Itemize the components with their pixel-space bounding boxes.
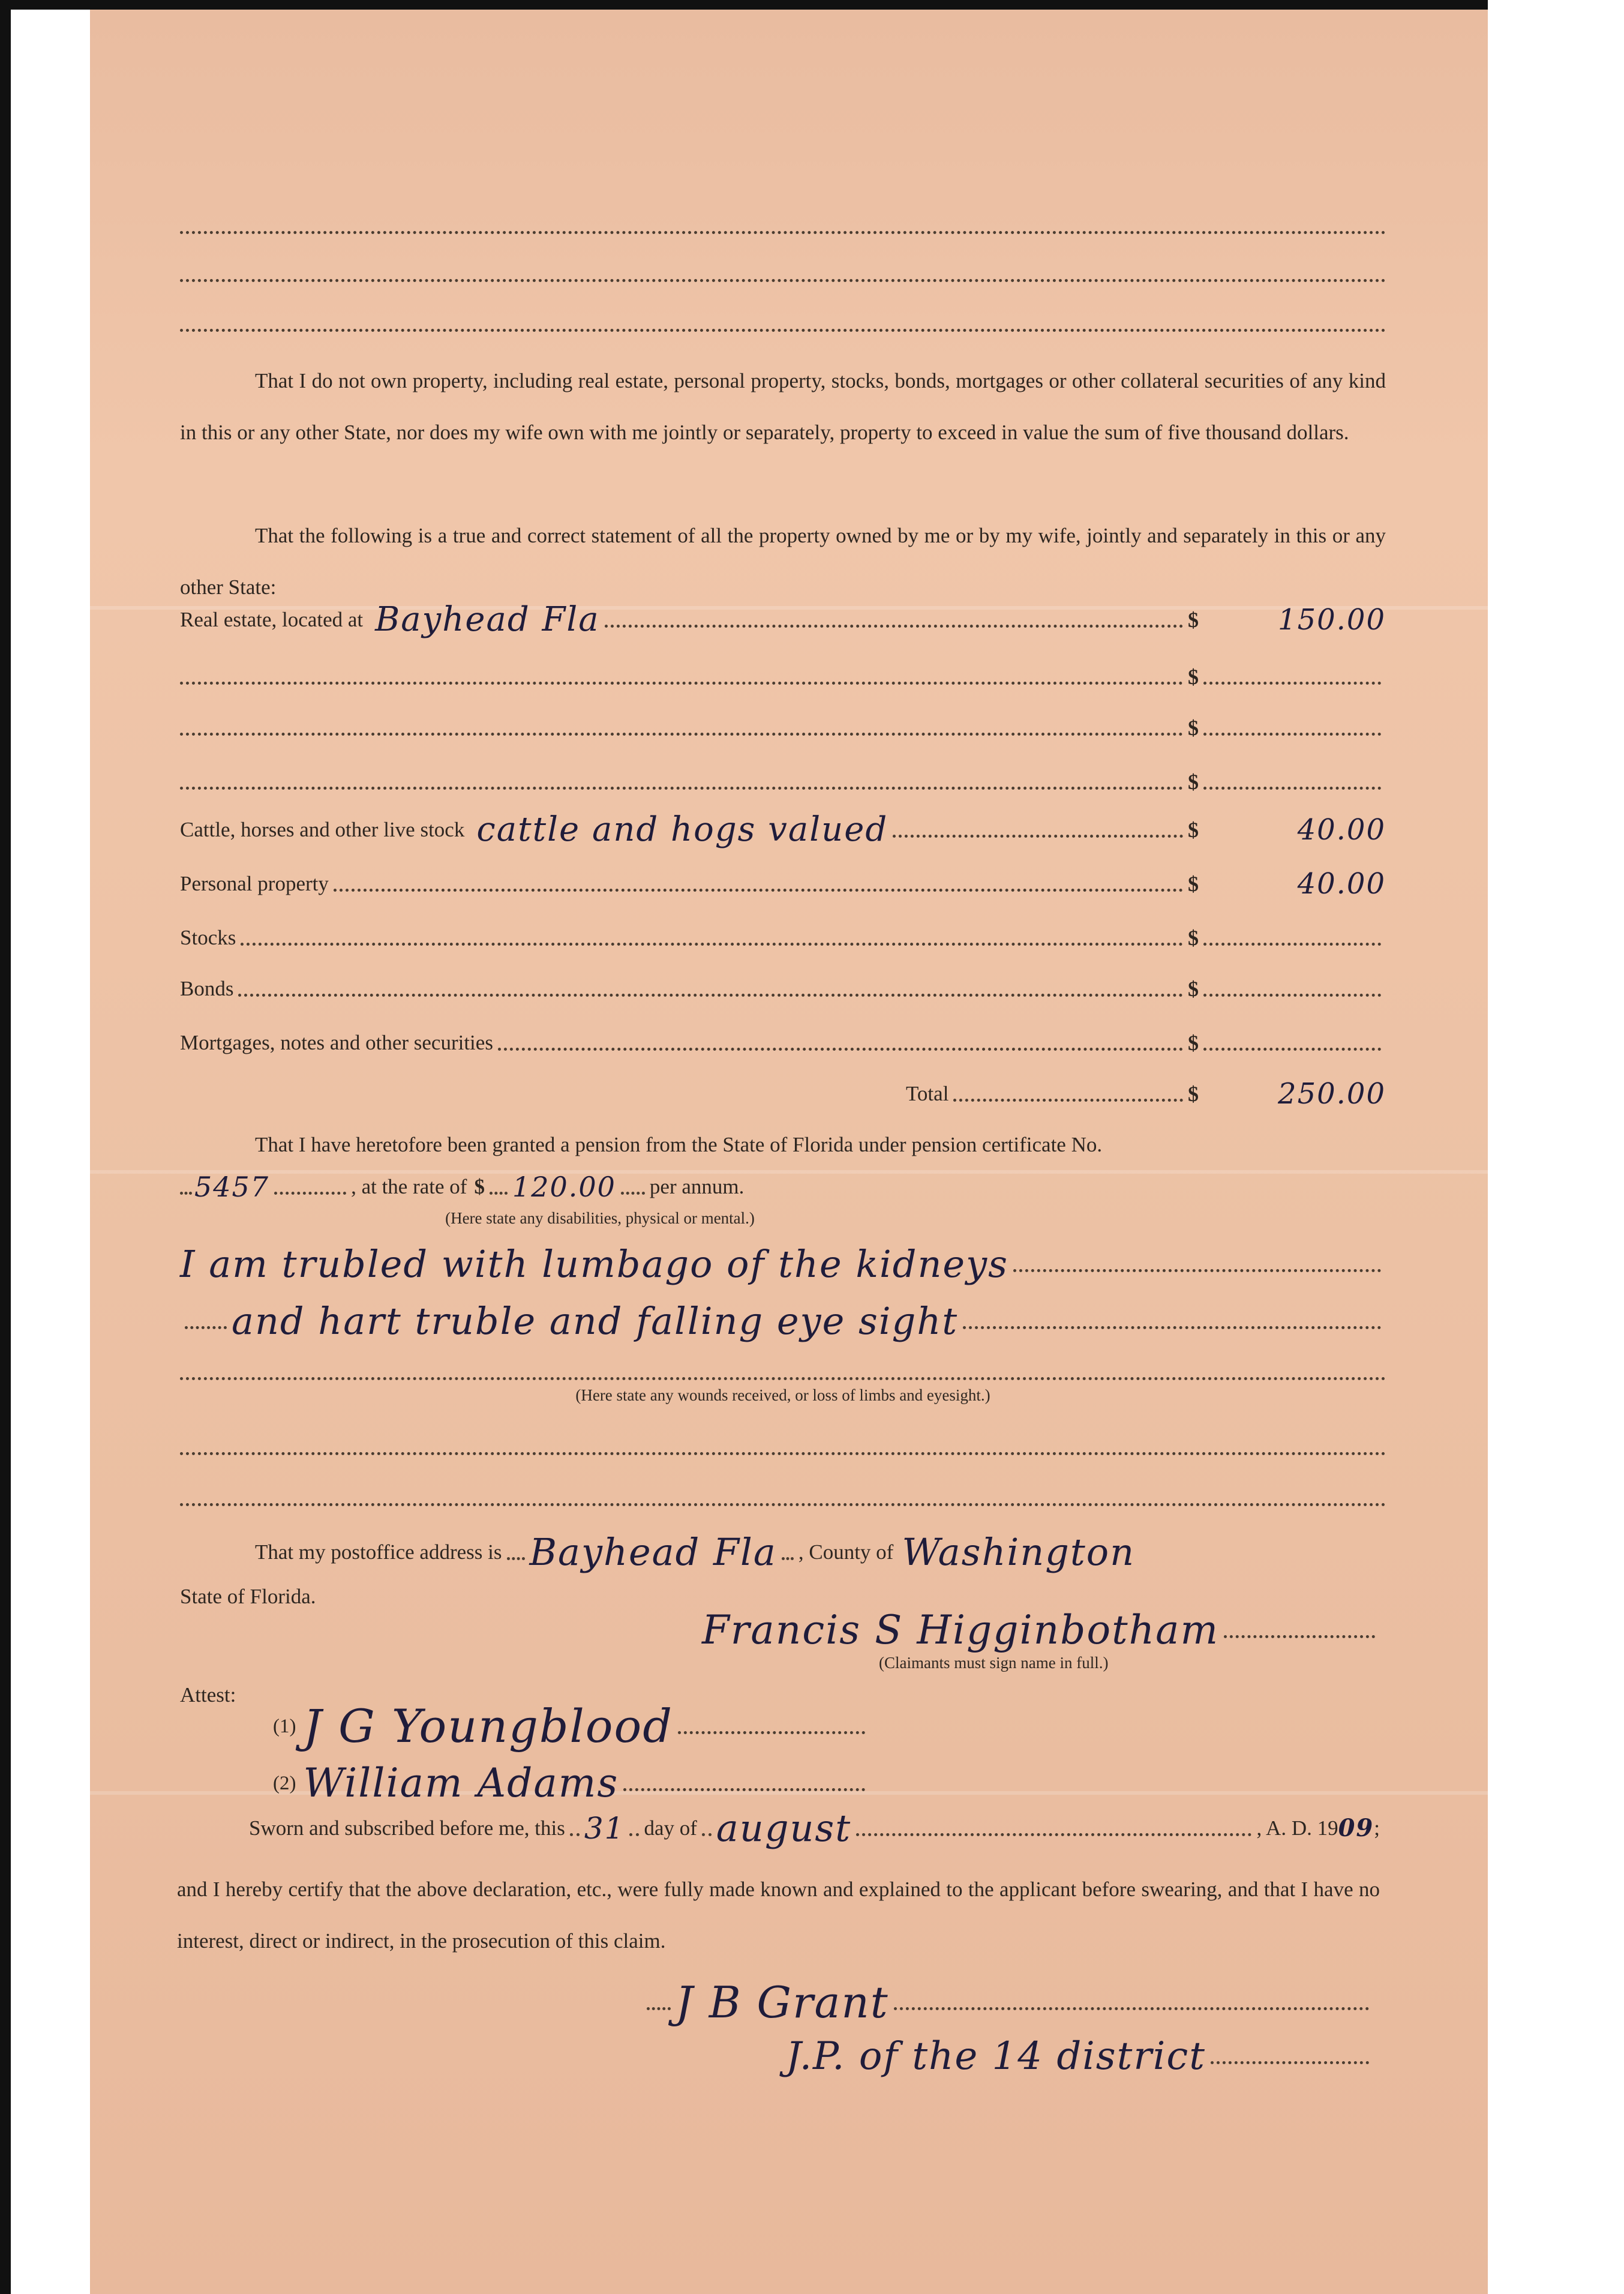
sworn-text: Sworn and subscribed before me, this [249,1816,565,1840]
blank-amount [1188,714,1386,742]
sworn-month: august [716,1806,852,1850]
leader-dots [605,625,1183,628]
dollar-sign: $ [1188,977,1199,1001]
sworn-end: ; [1374,1816,1380,1840]
leader-dots [1203,733,1381,736]
property-row-blank [180,663,1386,691]
property-statement-paragraph [180,510,1386,613]
blank-line [180,279,1386,282]
real-estate-location: Bayhead Fla [375,600,600,639]
leader-dots [621,1192,645,1195]
leader-dots [238,994,1183,997]
dollar-sign: $ [1188,1082,1199,1106]
certification-paragraph [177,1864,1380,1967]
leader-dots [893,835,1183,838]
claimant-note: (Claimants must sign name in full.) [879,1654,1109,1672]
leader-dots [180,733,1183,736]
leader-dots [856,1833,1251,1836]
certificate-number: 5457 [194,1171,270,1203]
mortgages-row [180,1029,1386,1057]
wounds-note: (Here state any wounds received, or loss of limbs and eyesight.) [575,1386,990,1404]
real-estate-label: Real estate, located at [180,608,364,631]
property-row-blank [180,768,1386,796]
leader-dots [963,1326,1381,1329]
leader-dots [1203,787,1381,790]
blank-line [180,231,1386,234]
dollar-sign: $ [1188,716,1199,740]
state-line: State of Florida. [180,1585,316,1608]
disabilities-note: (Here state any disabilities, physical or mental.) [445,1209,755,1227]
leader-dots [953,1099,1183,1102]
sworn-day: 31 [584,1811,625,1846]
dollar-sign: $ [1188,818,1199,842]
pension-line [255,1131,1386,1159]
blank-line [180,1452,1386,1455]
attest-witness-1 [273,1680,870,1753]
sworn-year: 09 [1338,1814,1374,1842]
disabilities-text-2: and hart truble and falling eye sight [232,1299,959,1343]
stocks-label: Stocks [180,926,236,949]
total-amount [1188,1077,1386,1111]
county-label: , County of [798,1540,894,1564]
certification-text: and I hereby certify that the above declaration, etc., were fully made known and explained to the applicant before swearing, and that I have no interest, direct or indirect, in the prosecution of this claim. [177,1878,1380,1953]
bonds-amount [1188,975,1386,1003]
total-value: 250.00 [1278,1077,1386,1111]
blank-amount [1188,768,1386,796]
mortgages-amount [1188,1029,1386,1057]
dollar-sign: $ [474,1175,485,1198]
official-signature: J B Grant [676,1977,889,2028]
total-label: Total [906,1082,949,1105]
blank-amount [1188,663,1386,691]
blank-line [180,1503,1386,1506]
leader-dots [1203,1048,1381,1051]
livestock-amount [1188,813,1386,847]
leader-dots [1013,1269,1381,1272]
attest-number-1: (1) [273,1716,296,1737]
personal-property-row [180,867,1386,901]
real-estate-amount [1188,603,1386,637]
leader-dots [894,2007,1369,2010]
dollar-sign: $ [1188,665,1199,689]
leader-dots [334,889,1183,892]
blank-line [180,329,1386,332]
personal-property-value: 40.00 [1297,867,1386,901]
rate-prefix: , at the rate of [351,1175,467,1198]
disabilities-line-1 [180,1236,1386,1286]
sworn-row [249,1806,1380,1850]
disabilities-text-1: I am trubled with lumbago of the kidneys [180,1242,1008,1286]
leader-dots [1203,994,1381,997]
livestock-row [180,810,1386,849]
leader-dots [180,1192,192,1195]
leader-dots [782,1557,794,1560]
claimant-signature: Francis S Higginbotham [702,1607,1220,1653]
livestock-value: 40.00 [1297,813,1386,847]
attest-label: Attest: [180,1683,236,1707]
leader-dots [1211,2061,1369,2064]
official-signature-row [642,1968,1374,2028]
pension-text: That I have heretofore been granted a pension from the State of Florida under pension certificate No. [255,1133,1103,1156]
leader-dots [180,787,1183,790]
leader-dots [623,1788,865,1791]
leader-dots [274,1192,346,1195]
leader-dots [629,1833,639,1836]
official-title-row [786,2022,1374,2079]
leader-dots [180,682,1183,685]
leader-dots [702,1833,712,1836]
bonds-label: Bonds [180,977,234,1000]
sworn-ad: , A. D. 19 [1256,1816,1338,1840]
leader-dots [570,1833,580,1836]
dollar-sign: $ [1188,770,1199,794]
leader-dots [241,943,1183,946]
disabilities-line-2 [180,1293,1386,1343]
bonds-row [180,975,1386,1003]
certificate-row [180,1173,960,1201]
official-title: J.P. of the 14 district [786,2034,1206,2079]
personal-property-amount [1188,867,1386,901]
leader-dots [498,1048,1183,1051]
stocks-row [180,924,1386,952]
livestock-description: cattle and hogs valued [476,810,888,849]
mortgages-label: Mortgages, notes and other securities [180,1031,493,1054]
postoffice-value: Bayhead Fla [529,1530,777,1574]
dollar-sign: $ [1188,1031,1199,1055]
claimant-signature-row [702,1596,1380,1653]
scan-background-right [1488,0,1624,2294]
property-statement-text: That the following is a true and correct statement of all the property owned by me or by my wife, jointly and separately in this or any other State: [180,524,1386,599]
leader-dots [185,1326,227,1329]
real-estate-value: 150.00 [1278,603,1386,637]
attest-name-2: William Adams [303,1760,619,1806]
leader-dots [1203,943,1381,946]
leader-dots [1224,1635,1375,1638]
scan-border-top [0,0,1624,10]
leader-dots [647,2007,671,2010]
livestock-label: Cattle, horses and other live stock [180,818,465,841]
sworn-day-of: day of [644,1816,697,1840]
postoffice-label: That my postoffice address is [255,1540,502,1564]
county-value: Washington [902,1530,1136,1574]
real-estate-row [180,600,1386,639]
property-limit-text: That I do not own property, including real estate, personal property, stocks, bonds, mortgages or other collateral securities of any kind in this or any other State, nor does my wife own with me jointly or separately, property to exceed in value the sum of five thousand dollars. [180,369,1386,444]
attest-witness-2 [273,1752,870,1806]
dollar-sign: $ [1188,926,1199,950]
leader-dots [507,1557,525,1560]
attest-name-1: J G Youngblood [303,1699,673,1753]
property-row-blank [180,714,1386,742]
rate-suffix: per annum. [649,1175,745,1198]
leader-dots [678,1731,865,1734]
scan-border-left [0,0,11,2294]
property-limit-paragraph [180,355,1386,458]
total-row [906,1077,1386,1111]
stocks-amount [1188,924,1386,952]
leader-dots [490,1192,508,1195]
postoffice-row [255,1524,1407,1574]
blank-line [180,1377,1386,1380]
pension-rate: 120.00 [512,1171,616,1203]
leader-dots [1203,682,1381,685]
attest-number-2: (2) [273,1773,296,1794]
dollar-sign: $ [1188,872,1199,896]
personal-property-label: Personal property [180,872,329,895]
dollar-sign: $ [1188,608,1199,632]
